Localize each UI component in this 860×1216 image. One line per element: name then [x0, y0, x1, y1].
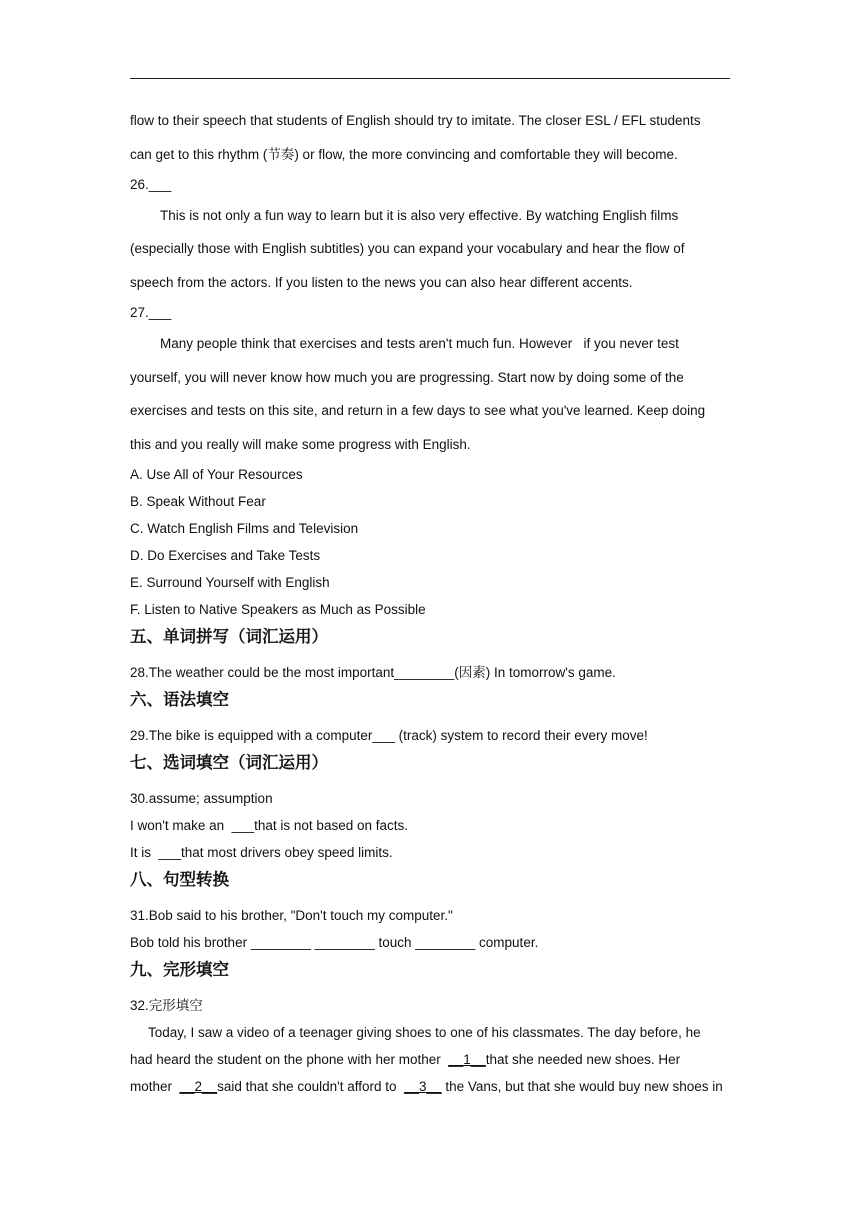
text-run: ) or flow, the more convincing and comfortable they will become.	[294, 147, 678, 162]
text-run: can get to this rhythm (	[130, 147, 268, 162]
question-30-sentence: It is ___that most drivers obey speed limits.	[130, 845, 393, 860]
question-29: 29.The bike is equipped with a computer___ (track) system to record their every move!	[130, 728, 648, 743]
question-30-words: 30.assume; assumption	[130, 791, 273, 806]
section-heading-8: 八、句型转换	[130, 870, 229, 889]
chinese-gloss: 因素	[458, 665, 486, 681]
option-d: D. Do Exercises and Take Tests	[130, 548, 321, 563]
text-run: 28.The weather could be the most important________(	[130, 665, 459, 680]
option-e: E. Surround Yourself with English	[130, 575, 330, 590]
section-heading-5: 五、单词拼写（词汇运用）	[130, 627, 328, 646]
question-31-original: 31.Bob said to his brother, "Don't touch my computer."	[130, 908, 453, 923]
section-heading-7: 七、选词填空（词汇运用）	[130, 753, 328, 772]
paragraph-26-line: This is not only a fun way to learn but it is also very effective. By watching English films	[160, 208, 679, 223]
option-b: B. Speak Without Fear	[130, 494, 266, 509]
option-c: C. Watch English Films and Television	[130, 521, 359, 536]
section-heading-9: 九、完形填空	[130, 960, 229, 979]
blank-3: __3__	[404, 1079, 442, 1094]
paragraph-27-line: yourself, you will never know how much you are progressing. Start now by doing some of the	[130, 370, 684, 385]
paragraph-27-line: this and you really will make some progress with English.	[130, 437, 471, 452]
passage-line	[130, 146, 678, 164]
text-run: said that she couldn't afford to	[217, 1079, 405, 1094]
paragraph-27-line: exercises and tests on this site, and return in a few days to see what you've learned. Keep doing	[130, 403, 706, 418]
section-heading-6: 六、语法填空	[130, 690, 229, 709]
paragraph-26-line: (especially those with English subtitles) you can expand your vocabulary and hear the flow of	[130, 241, 685, 256]
text-run: the Vans, but that she would buy new shoes in	[441, 1079, 723, 1094]
header-rule	[130, 78, 730, 79]
option-f: F. Listen to Native Speakers as Much as Possible	[130, 602, 426, 617]
blank-1: __1__	[448, 1052, 486, 1067]
question-27-label: 27.___	[130, 305, 172, 320]
question-30-sentence: I won't make an ___that is not based on facts.	[130, 818, 408, 833]
question-26-label: 26.___	[130, 177, 172, 192]
passage-line: flow to their speech that students of English should try to imitate. The closer ESL / EFL students	[130, 113, 701, 128]
paragraph-26-line: speech from the actors. If you listen to the news you can also hear different accents.	[130, 275, 633, 290]
cloze-line: Today, I saw a video of a teenager giving shoes to one of his classmates. The day before, he	[148, 1025, 701, 1040]
text-run: 32.	[130, 998, 149, 1013]
cloze-line	[130, 1051, 680, 1069]
question-31-rewrite: Bob told his brother ________ ________ touch ________ computer.	[130, 935, 539, 950]
chinese-gloss: 节奏	[267, 147, 295, 163]
option-a: A. Use All of Your Resources	[130, 467, 303, 482]
blank-2: __2__	[179, 1079, 218, 1094]
text-run: that she needed new shoes. Her	[485, 1052, 681, 1067]
question-28	[130, 664, 616, 682]
text-run: ) In tomorrow's game.	[485, 665, 616, 680]
text-run: 完形填空	[148, 998, 203, 1014]
question-32-label	[130, 997, 203, 1015]
text-run: mother	[130, 1079, 180, 1094]
text-run: had heard the student on the phone with her mother	[130, 1052, 449, 1067]
paragraph-27-line: Many people think that exercises and tests aren't much fun. However if you never test	[160, 336, 679, 351]
cloze-line	[130, 1078, 723, 1096]
